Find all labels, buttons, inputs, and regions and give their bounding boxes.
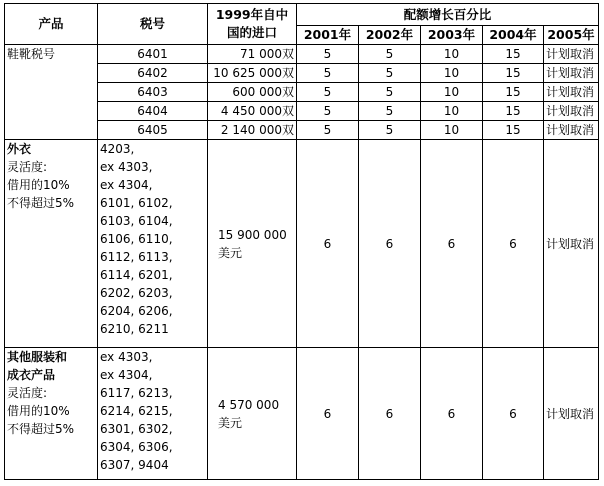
growth-2005: 计划取消 — [544, 140, 599, 348]
import-value: 600 000双 — [208, 83, 297, 102]
import-value: 71 000双 — [208, 45, 297, 64]
growth-2001: 5 — [297, 102, 359, 121]
growth-2002: 6 — [359, 140, 421, 348]
tariff-code: 6404 — [98, 102, 208, 121]
outerwear-import — [208, 140, 297, 348]
header-year-2002: 2002年 — [359, 26, 421, 45]
tariff-code: 6202, 6203, — [100, 286, 173, 300]
growth-2005: 计划取消 — [544, 83, 599, 102]
import-amount: 15 900 000 — [218, 227, 287, 242]
tariff-code: 4203, — [100, 142, 135, 156]
tariff-code: 6210, 6211 — [100, 322, 169, 336]
tariff-code: 6103, 6104, — [100, 214, 173, 228]
header-year-2001: 2001年 — [297, 26, 359, 45]
growth-2003: 10 — [421, 45, 483, 64]
growth-2004: 15 — [483, 64, 544, 83]
growth-2003: 10 — [421, 83, 483, 102]
tariff-code: ex 4304, — [100, 178, 153, 192]
tariff-code: 6301, 6302, — [100, 422, 173, 436]
growth-2002: 5 — [359, 83, 421, 102]
growth-2001: 5 — [297, 45, 359, 64]
growth-2003: 10 — [421, 64, 483, 83]
other-apparel-import — [208, 348, 297, 480]
tariff-code: 6403 — [98, 83, 208, 102]
footwear-product: 鞋靴税号 — [5, 45, 98, 140]
tariff-code: 6307, 9404 — [100, 458, 169, 472]
growth-2003: 10 — [421, 102, 483, 121]
growth-2005: 计划取消 — [544, 102, 599, 121]
tariff-code: 6106, 6110, — [100, 232, 173, 246]
growth-2004: 15 — [483, 121, 544, 140]
growth-2001: 5 — [297, 64, 359, 83]
tariff-code: ex 4304, — [100, 368, 153, 382]
tariff-code: 6204, 6206, — [100, 304, 173, 318]
other-apparel-flex-line: 灵活度: — [7, 386, 48, 400]
table-row — [5, 45, 599, 64]
other-apparel-product — [5, 348, 98, 480]
other-apparel-title: 成衣产品 — [7, 368, 56, 382]
growth-2002: 5 — [359, 45, 421, 64]
table-row-other-apparel — [5, 348, 599, 480]
growth-2004: 6 — [483, 140, 544, 348]
header-year-2003: 2003年 — [421, 26, 483, 45]
tariff-code: ex 4303, — [100, 350, 153, 364]
tariff-code: ex 4303, — [100, 160, 153, 174]
growth-2005: 计划取消 — [544, 121, 599, 140]
tariff-code: 6405 — [98, 121, 208, 140]
growth-2004: 15 — [483, 83, 544, 102]
header-tariff: 税号 — [98, 4, 208, 45]
tariff-code: 6402 — [98, 64, 208, 83]
outerwear-flex-line: 不得超过5% — [7, 196, 75, 210]
tariff-code: 6114, 6201, — [100, 268, 173, 282]
tariff-code: 6101, 6102, — [100, 196, 173, 210]
growth-2001: 6 — [297, 348, 359, 480]
header-import-line1: 1999年自中 — [215, 7, 289, 22]
import-value: 10 625 000双 — [208, 64, 297, 83]
growth-2001: 5 — [297, 83, 359, 102]
header-import-line2: 国的进口 — [226, 25, 277, 40]
header-year-2004: 2004年 — [483, 26, 544, 45]
growth-2002: 5 — [359, 64, 421, 83]
other-apparel-flex-line: 不得超过5% — [7, 422, 75, 436]
outerwear-tariff-codes — [98, 140, 208, 348]
header-growth: 配额增长百分比 — [297, 4, 599, 26]
import-unit: 美元 — [218, 245, 243, 260]
import-value: 4 450 000双 — [208, 102, 297, 121]
tariff-code: 6304, 6306, — [100, 440, 173, 454]
growth-2001: 5 — [297, 121, 359, 140]
quota-table-wrapper — [4, 3, 599, 480]
growth-2004: 15 — [483, 102, 544, 121]
growth-2001: 6 — [297, 140, 359, 348]
import-value: 2 140 000双 — [208, 121, 297, 140]
growth-2005: 计划取消 — [544, 348, 599, 480]
header-row-top — [5, 4, 599, 26]
header-product: 产品 — [5, 4, 98, 45]
growth-2002: 5 — [359, 102, 421, 121]
growth-2005: 计划取消 — [544, 64, 599, 83]
growth-2004: 6 — [483, 348, 544, 480]
import-unit: 美元 — [218, 415, 243, 430]
outerwear-title: 外衣 — [7, 142, 32, 156]
growth-2005: 计划取消 — [544, 45, 599, 64]
growth-2003: 6 — [421, 140, 483, 348]
tariff-code: 6214, 6215, — [100, 404, 173, 418]
other-apparel-title: 其他服装和 — [7, 350, 68, 364]
quota-growth-table — [4, 3, 599, 480]
growth-2003: 10 — [421, 121, 483, 140]
outerwear-flex-line: 借用的10% — [7, 178, 70, 192]
growth-2004: 15 — [483, 45, 544, 64]
tariff-code: 6112, 6113, — [100, 250, 173, 264]
tariff-code: 6117, 6213, — [100, 386, 173, 400]
growth-2003: 6 — [421, 348, 483, 480]
other-apparel-tariff-codes — [98, 348, 208, 480]
header-import-1999 — [208, 4, 297, 45]
growth-2002: 6 — [359, 348, 421, 480]
other-apparel-flex-line: 借用的10% — [7, 404, 70, 418]
tariff-code: 6401 — [98, 45, 208, 64]
growth-2002: 5 — [359, 121, 421, 140]
outerwear-product — [5, 140, 98, 348]
header-year-2005: 2005年 — [544, 26, 599, 45]
outerwear-flex-line: 灵活度: — [7, 160, 48, 174]
table-row-outerwear — [5, 140, 599, 348]
import-amount: 4 570 000 — [218, 397, 280, 412]
